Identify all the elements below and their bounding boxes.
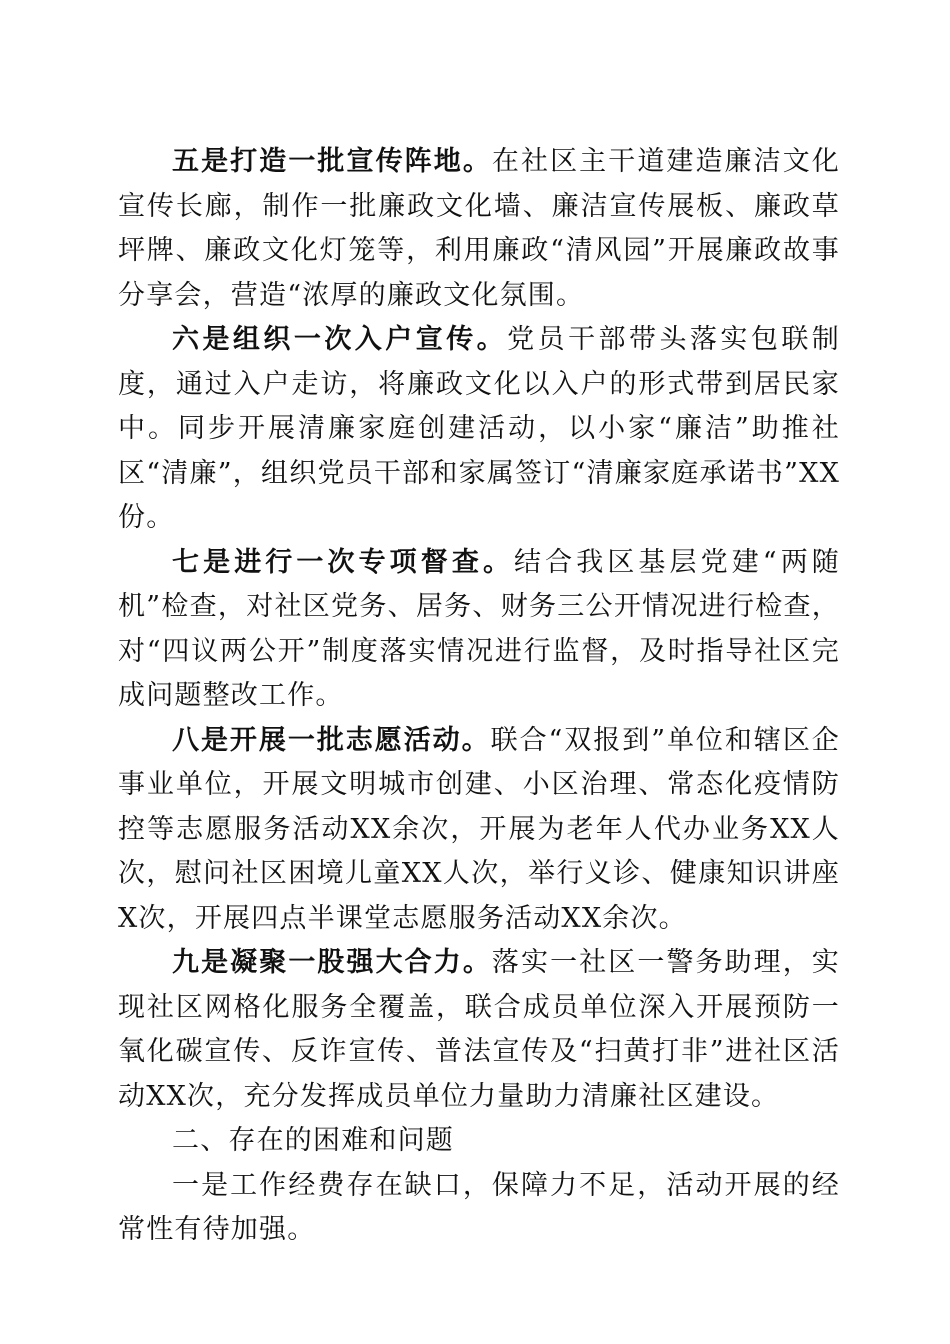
paragraph-lead: 七是进行一次专项督查。 bbox=[172, 546, 515, 578]
paragraph-lead: 八是开展一批志愿活动。 bbox=[172, 724, 491, 756]
section-heading: 二、存在的困难和问题 bbox=[172, 1125, 454, 1156]
paragraph-7 bbox=[118, 541, 840, 719]
problem-paragraph: 一是工作经费存在缺口，保障力不足，活动开展的经常性有待加强。 bbox=[118, 1169, 840, 1245]
paragraph-lead: 九是凝聚一股强大合力。 bbox=[172, 947, 492, 978]
document-page bbox=[118, 140, 840, 1253]
paragraph-text: 落实一社区一警务助理，实现社区网格化服务全覆盖，联合成员单位深入开展预防一氧化碳宣传、反诈宣传、普法宣传及“扫黄打非”进社区活动XX次，充分发挥成员单位力量助力清廉社区建设。 bbox=[118, 947, 841, 1112]
paragraph-9 bbox=[118, 941, 840, 1119]
paragraph-8 bbox=[118, 719, 840, 942]
paragraph-lead: 五是打造一批宣传阵地。 bbox=[172, 146, 492, 177]
paragraph-text: 联合“双报到”单位和辖区企事业单位，开展文明城市创建、小区治理、常态化疫情防控等志愿服务活动XX余次，开展为老年人代办业务XX人次，慰问社区困境儿童XX人次，举行义诊、健康知识讲座X次，开展四点半课堂志愿服务活动XX余次。 bbox=[118, 724, 840, 934]
paragraph-5 bbox=[118, 140, 840, 318]
paragraph-text: 结合我区基层党建“两随机”检查，对社区党务、居务、财务三公开情况进行检查，对“四议两公开”制度落实情况进行监督，及时指导社区完成问题整改工作。 bbox=[118, 546, 840, 711]
paragraph-text: 党员干部带头落实包联制度，通过入户走访，将廉政文化以入户的形式带到居民家中。同步开展清廉家庭创建活动，以小家“廉洁”助推社区“清廉”，组织党员干部和家属签订“清廉家庭承诺书”XX份。 bbox=[118, 324, 841, 533]
paragraph-lead: 六是组织一次入户宣传。 bbox=[172, 324, 508, 355]
paragraph-6 bbox=[118, 318, 840, 541]
paragraph-text: 在社区主干道建造廉洁文化宣传长廊，制作一批廉政文化墙、廉洁宣传展板、廉政草坪牌、廉政文化灯笼等，利用廉政“清风园”开展廉政故事分享会，营造“浓厚的廉政文化氛围。 bbox=[118, 146, 841, 311]
